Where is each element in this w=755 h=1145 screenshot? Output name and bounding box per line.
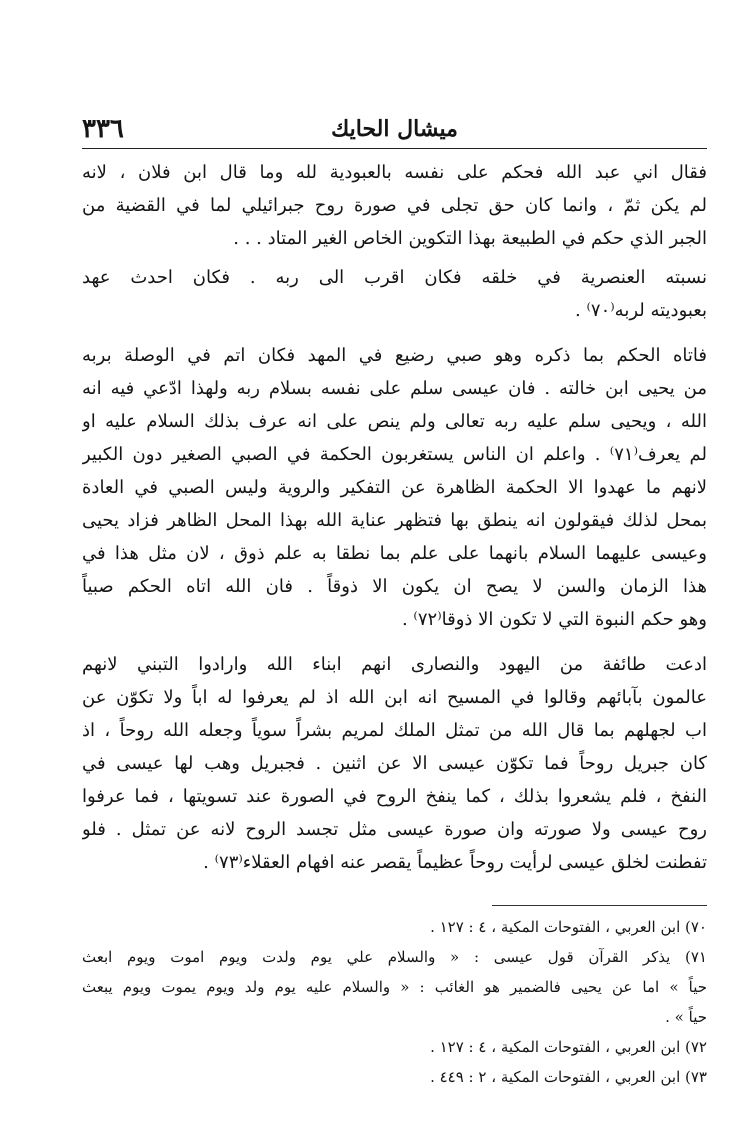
footnotes (82, 912, 707, 1092)
paragraph (82, 339, 707, 636)
text-line: من يحيى ابن خالته . فان عيسى سلم على نفسه بسلام ربه ولهذا ادّعي فيه انه (82, 378, 707, 399)
text-line: فقال اني عبد الله فحكم على نفسه بالعبودية لله وما قال ابن فلان ، لانه (82, 162, 707, 183)
text-line: بعبوديته لربه⁽٧٠⁾ . (575, 300, 707, 321)
footnote-line: حياً » اما عن يحيى فالضمير هو الغائب : « والسلام عليه يوم ولد ويوم يموت ويوم يبعث (82, 978, 707, 996)
text-line: لم يكن ثمّ ، وانما كان حق تجلى في صورة روح جبرائيلي لما في القضية من (82, 195, 707, 216)
footnote-line: حياً » . (665, 1008, 707, 1026)
text-line: وعيسى عليهما السلام بانهما على علم بما نطقا به علم ذوق ، لان مثل هذا في (82, 543, 707, 564)
text-line: ادعت طائفة من اليهود والنصارى انهم ابناء الله وارادوا التبني لانهم (82, 654, 707, 675)
paragraph (82, 261, 707, 327)
text-line: لم يعرف⁽٧١⁾ . واعلم ان الناس يستغربون الحكمة في الصبي الصغير دون الكبير (82, 444, 707, 465)
text-line: الله ، ويحيى سلم عليه ربه تعالى ولم ينص على انه عرف بذلك السلام عليه او (82, 411, 707, 432)
footnote-line: ٧١) يذكر القرآن قول عيسى : « والسلام علي يوم ولدت ويوم اموت ويوم ابعث (82, 948, 707, 966)
text-line: روح عيسى ولا صورته وان صورة عيسى مثل تجسد الروح لانه عن تمثل . فلو (82, 819, 707, 840)
text-line: تفطنت لخلق عيسى لرأيت روحاً عظيماً يقصر عنه افهام العقلاء⁽٧٣⁾ . (203, 852, 707, 873)
main-text (82, 156, 707, 891)
text-line: الجبر الذي حكم في الطبيعة بهذا التكوين الخاص الغير المتاد . . . (233, 228, 707, 249)
running-title: ميشال الحايك (331, 116, 458, 142)
text-line: اب لجهلهم بما قال الله من تمثل الملك لمريم بشراً سوياً وجعله الله روحاً ، اذ (82, 720, 707, 741)
footnote-line: ٧٠) ابن العربي ، الفتوحات المكية ، ٤ : ١٢٧ . (430, 918, 707, 936)
page-number: ٣٣٦ (82, 114, 124, 144)
text-line: النفخ ، فلم يشعروا بذلك ، كما ينفخ الروح في الصورة عند تسويتها ، فما عرفوا (82, 786, 707, 807)
page-header (82, 112, 707, 149)
footnote-line: ٧٢) ابن العربي ، الفتوحات المكية ، ٤ : ١٢٧ . (430, 1038, 707, 1056)
paragraph (82, 648, 707, 879)
text-line: نسبته العنصرية في خلقه فكان اقرب الى ربه . فكان احدث عهد (82, 267, 707, 288)
text-line: فاتاه الحكم بما ذكره وهو صبي رضيع في المهد فكان اتم في الوصلة بربه (82, 345, 707, 366)
text-line: عالمون بآبائهم وقالوا في المسيح انه ابن الله اذ لم يعرفوا له اباً ولا تكوّن عن (82, 687, 707, 708)
text-line: وهو حكم النبوة التي لا تكون الا ذوقا⁽٧٢⁾ . (401, 609, 707, 630)
footnote-line: ٧٣) ابن العربي ، الفتوحات المكية ، ٢ : ٤٤٩ . (430, 1068, 707, 1086)
text-line: لانهم ما عهدوا الا الحكمة الظاهرة عن التفكير والروية وليس الصبي في العادة (82, 477, 707, 498)
text-line: كان جبريل روحاً فما تكوّن عيسى الا عن اثنين . فجبريل وهب لها عيسى في (82, 753, 707, 774)
text-line: بمحل لذلك فيقولون انه ينطق بها فتظهر عناية الله بهذا المحل الظاهر فزاد يحيى (82, 510, 707, 531)
text-line: هذا الزمان والسن لا يصح ان يكون الا ذوقاً . فان الله اتاه الحكم صبياً (82, 576, 707, 597)
footnote-divider (492, 905, 707, 906)
paragraph (82, 156, 707, 255)
